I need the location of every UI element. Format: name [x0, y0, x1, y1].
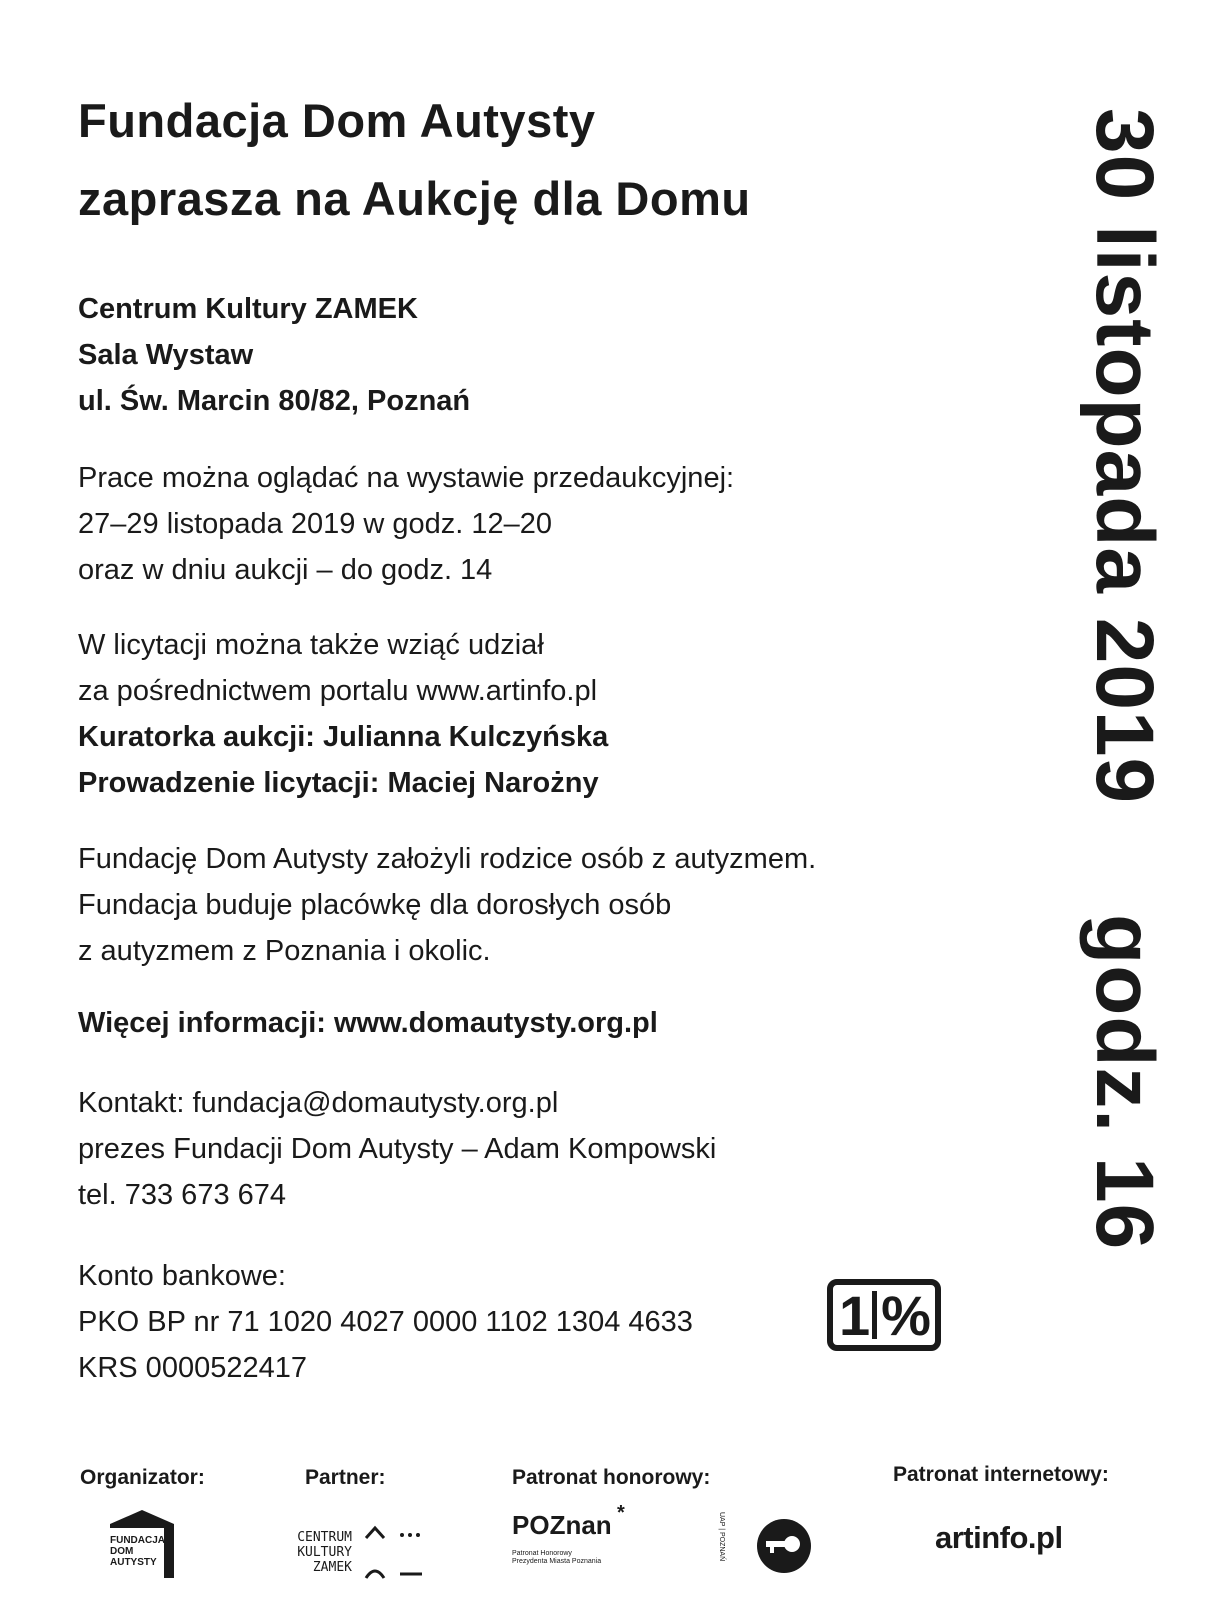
- bank-label: Konto bankowe:: [78, 1260, 286, 1292]
- about-line-2: Fundacja buduje placówkę dla dorosłych osób: [78, 889, 672, 921]
- one-percent-digit: 1: [839, 1283, 869, 1347]
- exhibition-line-1: Prace można oglądać na wystawie przedaukcyjnej:: [78, 462, 735, 494]
- uap-logo-text: UAP | POZNAŃ: [718, 1512, 725, 1562]
- poznan-logo-subtitle: [512, 1550, 601, 1566]
- poznan-sub-line-1: Patronat Honorowy: [512, 1550, 572, 1557]
- about-line-3: z autyzmem z Poznania i okolic.: [78, 935, 491, 967]
- contact-phone: tel. 733 673 674: [78, 1179, 287, 1211]
- organizer-logo-line-1: FUNDACJA: [110, 1535, 165, 1546]
- partner-label: Partner:: [305, 1466, 386, 1489]
- foundation-about: [78, 836, 816, 974]
- poznan-sub-line-2: Prezydenta Miasta Poznania: [512, 1558, 602, 1565]
- exhibition-line-2: 27–29 listopada 2019 w godz. 12–20: [78, 508, 553, 540]
- bank-account: PKO BP nr 71 1020 4027 0000 1102 1304 4633: [78, 1306, 693, 1338]
- poster-title: [78, 82, 751, 238]
- poznan-star-icon: *: [617, 1502, 625, 1524]
- one-percent-divider: [872, 1291, 877, 1339]
- one-percent-icon: [827, 1279, 941, 1351]
- zamek-logo-line-2: KULTURY: [297, 1545, 352, 1560]
- venue-street: ul. Św. Marcin 80/82, Poznań: [78, 385, 471, 417]
- organizer-logo-text: [110, 1535, 165, 1568]
- auctioneer-line: Prowadzenie licytacji: Maciej Narożny: [78, 767, 599, 799]
- title-line-2: zaprasza na Aukcję dla Domu: [78, 172, 751, 225]
- title-line-1: Fundacja Dom Autysty: [78, 94, 596, 147]
- internet-patron-label: Patronat internetowy:: [893, 1463, 1109, 1486]
- organizer-label: Organizator:: [80, 1466, 205, 1489]
- zamek-logo-line-1: CENTRUM: [297, 1530, 352, 1545]
- zamek-logo-icon: [362, 1520, 432, 1580]
- event-time: godz. 16: [1079, 914, 1170, 1251]
- artinfo-logo: artinfo.pl: [935, 1520, 1063, 1555]
- uap-key-icon: [756, 1518, 812, 1574]
- honorary-patron-label: Patronat honorowy:: [512, 1466, 711, 1489]
- venue-room: Sala Wystaw: [78, 339, 254, 371]
- house-logo-icon: [108, 1508, 180, 1580]
- exhibition-line-3: oraz w dniu aukcji – do godz. 14: [78, 554, 493, 586]
- more-info-line: Więcej informacji: www.domautysty.org.pl: [78, 1007, 658, 1039]
- poznan-logo: POZnan: [512, 1510, 612, 1540]
- bank-info: [78, 1253, 693, 1391]
- zamek-logo-line-3: ZAMEK: [312, 1560, 352, 1575]
- one-percent-sign: %: [881, 1283, 929, 1347]
- about-line-1: Fundację Dom Autysty założyli rodzice osób z autyzmem.: [78, 843, 817, 875]
- event-date-vertical: [1079, 108, 1170, 1251]
- exhibition-info: [78, 455, 734, 593]
- bidding-line-1: W licytacji można także wziąć udział: [78, 629, 544, 661]
- event-date: 30 listopada 2019: [1079, 108, 1170, 805]
- organizer-logo-line-3: AUTYSTY: [110, 1557, 157, 1568]
- krs-number: KRS 0000522417: [78, 1352, 307, 1384]
- contact-info: [78, 1080, 716, 1218]
- zamek-logo-text: [280, 1530, 352, 1575]
- contact-email: Kontakt: fundacja@domautysty.org.pl: [78, 1087, 559, 1119]
- curator-line: Kuratorka aukcji: Julianna Kulczyńska: [78, 721, 609, 753]
- venue-address: [78, 286, 470, 424]
- bidding-line-2: za pośrednictwem portalu www.artinfo.pl: [78, 675, 598, 707]
- venue-name: Centrum Kultury ZAMEK: [78, 293, 418, 325]
- organizer-logo-line-2: DOM: [110, 1546, 134, 1557]
- bidding-info: [78, 622, 608, 806]
- contact-president: prezes Fundacji Dom Autysty – Adam Kompowski: [78, 1133, 717, 1165]
